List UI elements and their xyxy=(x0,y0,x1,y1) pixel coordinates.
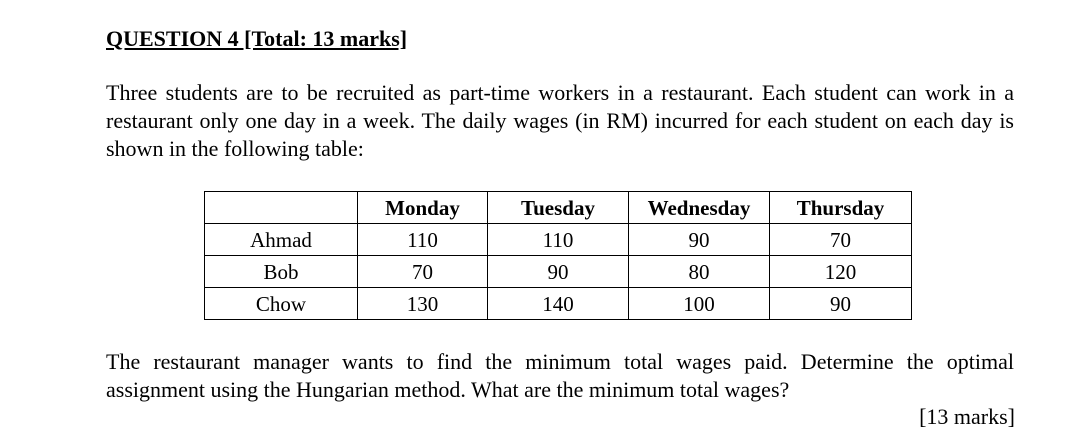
wage-cell: 120 xyxy=(770,256,912,288)
header-tuesday: Tuesday xyxy=(488,192,629,224)
wage-cell: 80 xyxy=(629,256,770,288)
wage-cell: 140 xyxy=(488,288,629,320)
header-thursday: Thursday xyxy=(770,192,912,224)
wage-cell: 110 xyxy=(488,224,629,256)
table-row xyxy=(205,256,912,288)
wage-cell: 70 xyxy=(770,224,912,256)
table-row xyxy=(205,224,912,256)
wage-cell: 90 xyxy=(629,224,770,256)
wage-cell: 90 xyxy=(488,256,629,288)
wage-cell: 90 xyxy=(770,288,912,320)
table-row xyxy=(205,288,912,320)
wage-cell: 100 xyxy=(629,288,770,320)
task-paragraph: The restaurant manager wants to find the minimum total wages paid. Determine the optimal assignment using the Hungarian method. What are the minimum total wages? xyxy=(106,349,1014,402)
question-title: QUESTION 4 [Total: 13 marks] xyxy=(106,26,408,51)
intro-paragraph: Three students are to be recruited as part-time workers in a restaurant. Each student can work in a restaurant only one day in a week. The daily wages (in RM) incurred for each student on each day is shown in the following table: xyxy=(106,80,1014,161)
header-monday: Monday xyxy=(358,192,488,224)
table-corner-cell xyxy=(205,192,358,224)
wage-cell: 110 xyxy=(358,224,488,256)
wages-table xyxy=(204,191,912,320)
header-wednesday: Wednesday xyxy=(629,192,770,224)
student-name: Ahmad xyxy=(205,224,358,256)
wage-cell: 130 xyxy=(358,288,488,320)
student-name: Bob xyxy=(205,256,358,288)
table-header-row xyxy=(205,192,912,224)
wage-cell: 70 xyxy=(358,256,488,288)
marks-label: [13 marks] xyxy=(919,404,1015,429)
student-name: Chow xyxy=(205,288,358,320)
